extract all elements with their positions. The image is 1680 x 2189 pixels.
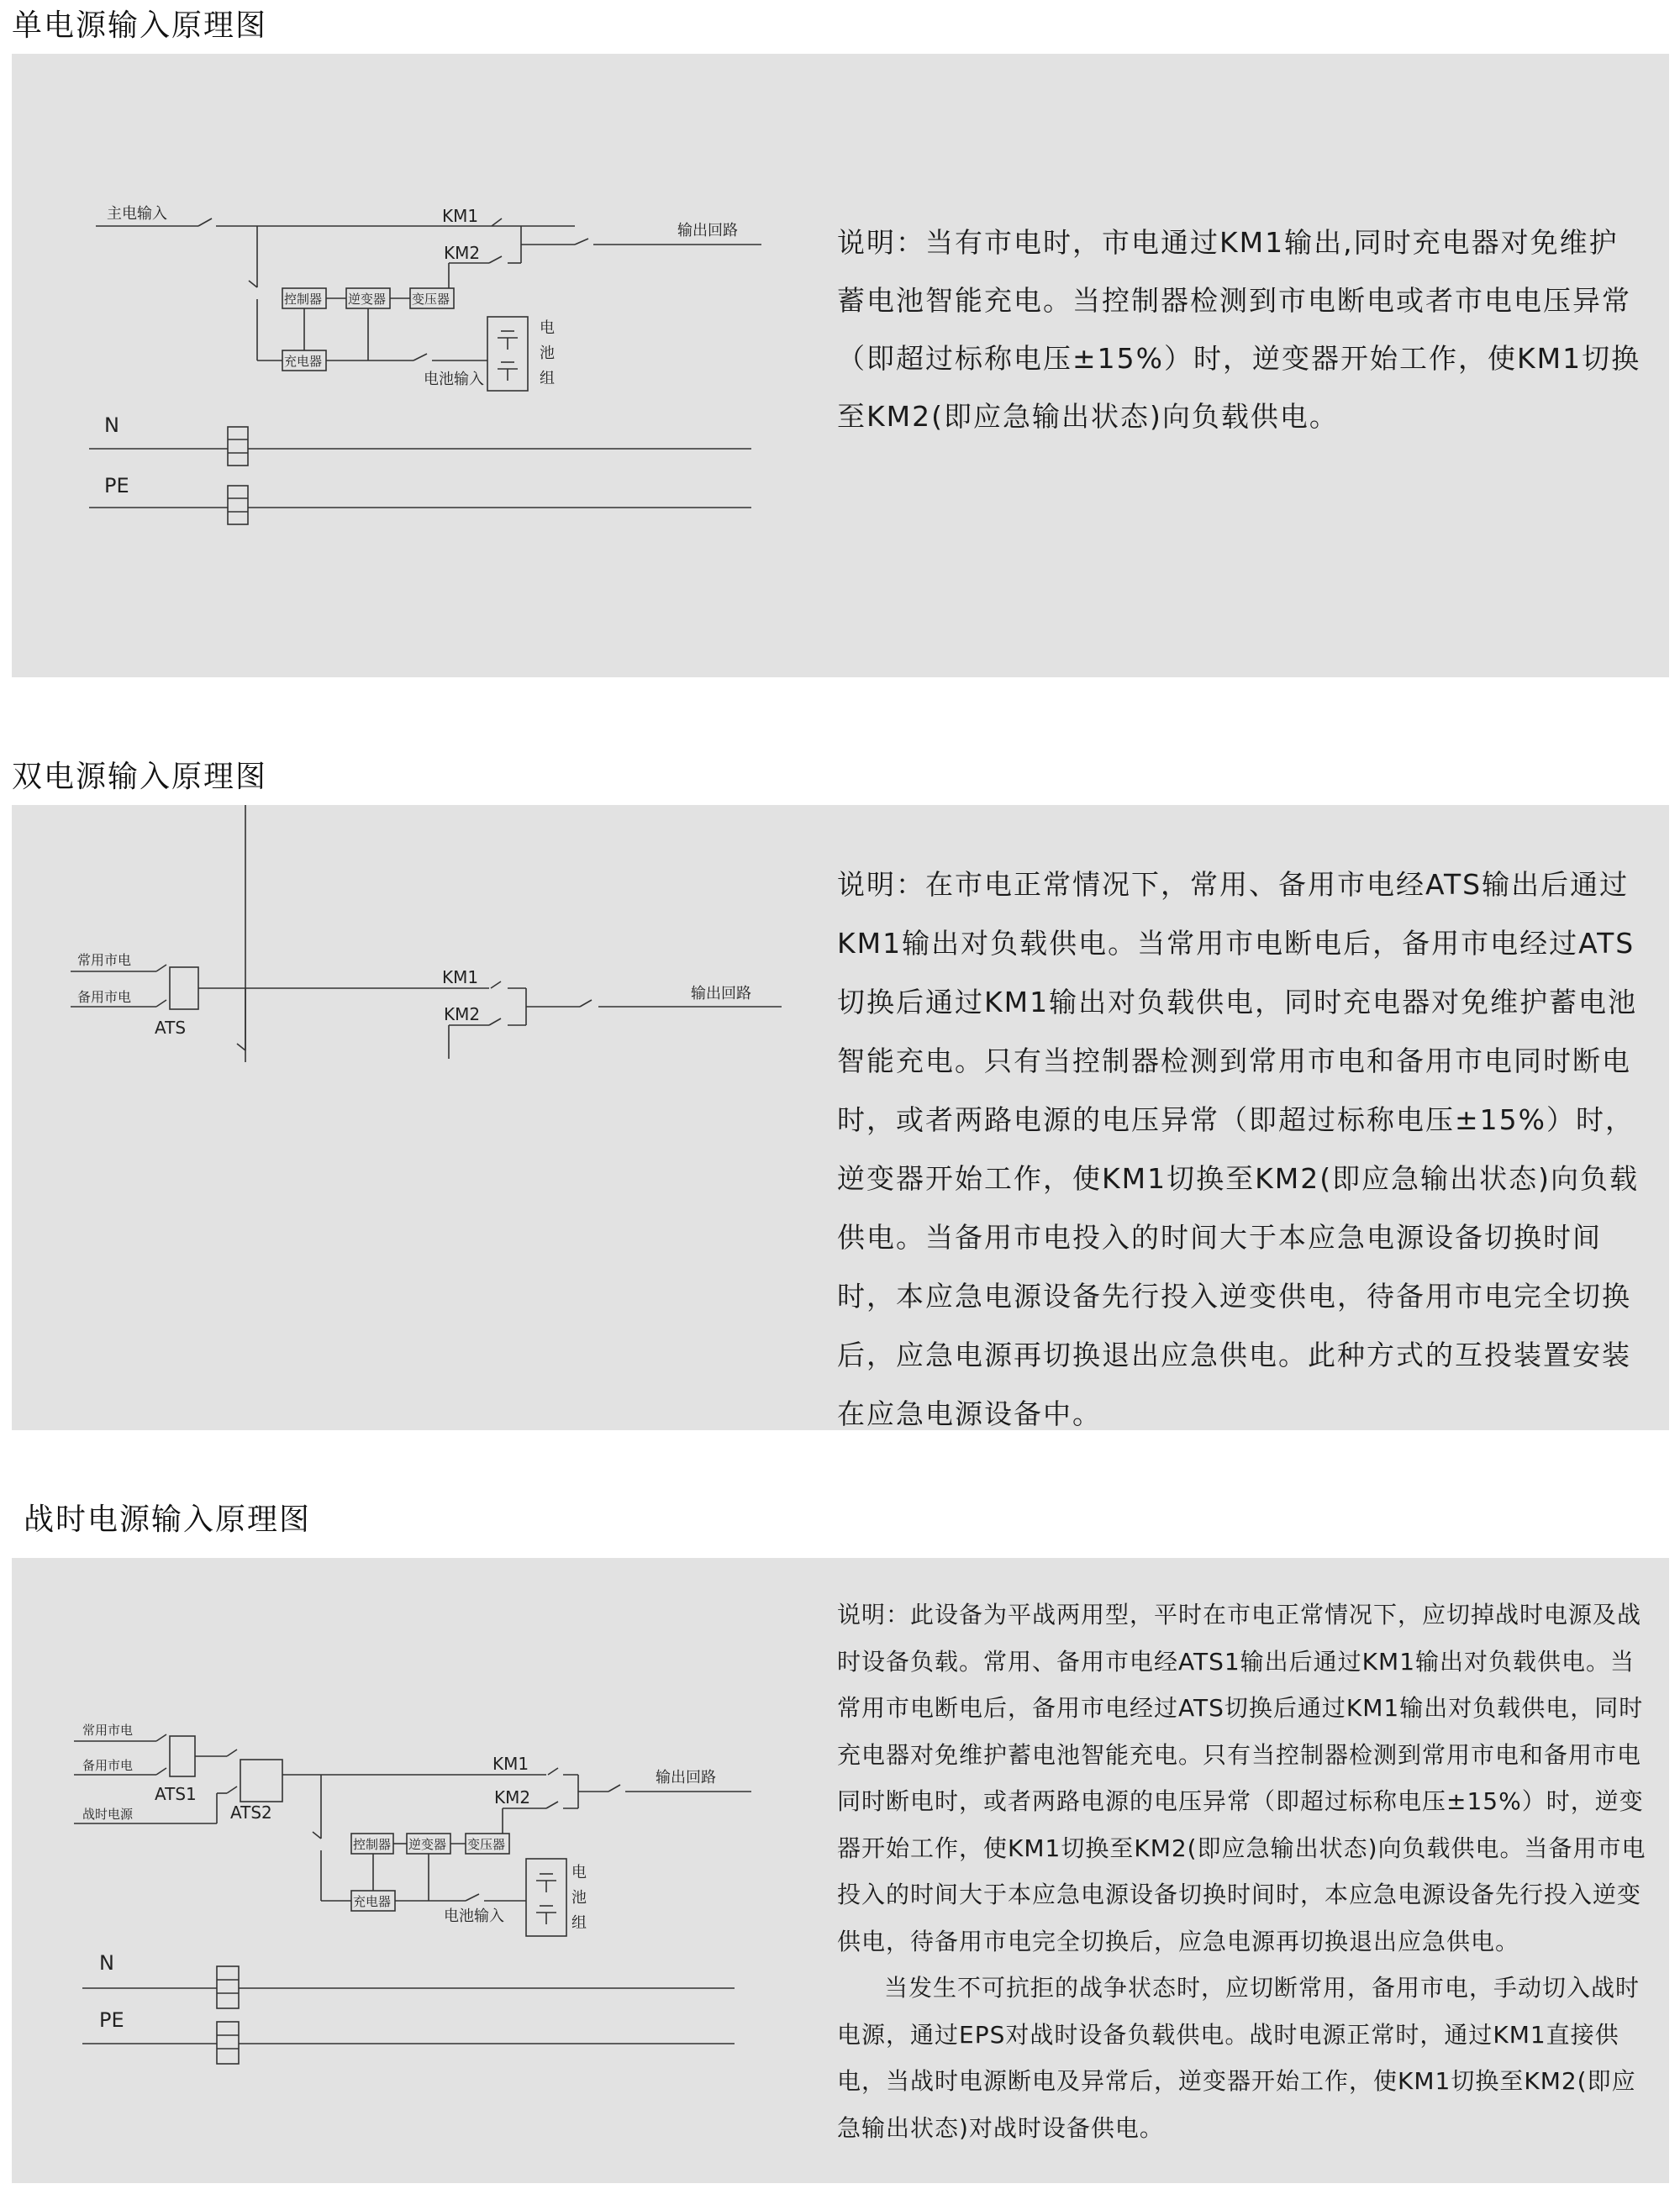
panel-dual-input [12, 805, 1669, 1430]
label-battery-char-2: 池 [540, 345, 555, 362]
label-controller: 控制器 [284, 292, 323, 307]
label-ats: ATS [155, 1018, 187, 1038]
description-dual [837, 855, 1656, 1444]
label-output: 输出回路 [656, 1769, 716, 1786]
label-battery-input: 电池输入 [444, 1907, 504, 1925]
label-battery-char-2: 池 [571, 1889, 587, 1907]
label-battery-char-3: 组 [540, 370, 555, 387]
label-battery-input: 电池输入 [424, 371, 484, 388]
label-km2: KM2 [494, 1787, 531, 1808]
description-paragraph-2: 当发生不可抗拒的战争状态时，应切断常用，备用市电，手动切入战时电源，通过EPS对战时设备负载供电。战时电源正常时，通过KM1直接供电，当战时电源断电及异常后，逆变器开始工作，使KM1切换至KM2(即应急输出状态)对战时设备供电。 [837, 1974, 1641, 2142]
label-n: N [104, 413, 119, 437]
label-ats2: ATS2 [230, 1802, 272, 1823]
label-wartime-power: 战时电源 [82, 1807, 134, 1822]
label-n: N [99, 1951, 114, 1975]
label-km2: KM2 [444, 243, 481, 263]
label-charger: 充电器 [284, 354, 323, 369]
panel-single-input [12, 54, 1669, 677]
label-pe: PE [99, 2008, 124, 2032]
description-paragraph-1: 说明：此设备为平战两用型，平时在市电正常情况下，应切掉战时电源及战时设备负载。常用、备用市电经ATS1输出后通过KM1输出对负载供电。当常用市电断电后，备用市电经过ATS切换后通过KM1输出对负载供电，同时充电器对免维护蓄电池智能充电。只有当控制器检测到常用市电和备用市电同时断电时，或者两路电源的电压异常（即超过标称电压±15%）时，逆变器开始工作，使KM1切换至KM2(即应急输出状态)向负载供电。当备用市电投入的时间大于本应急电源设备切换时间时，本应急电源设备先行投入逆变供电，待备用市电完全切换后，应急电源再切换退出应急供电。 [837, 1601, 1646, 1955]
label-backup-mains: 备用市电 [77, 989, 132, 1005]
label-ats1: ATS1 [155, 1784, 197, 1804]
label-km1: KM1 [442, 206, 479, 226]
label-output: 输出回路 [677, 222, 738, 239]
description-single [837, 213, 1644, 445]
label-km2: KM2 [444, 1004, 481, 1024]
section-title-single: 单电源输入原理图 [12, 8, 268, 43]
label-main-input: 主电输入 [107, 205, 167, 223]
section-title-dual: 双电源输入原理图 [12, 760, 268, 794]
label-common-mains: 常用市电 [77, 952, 132, 968]
section-title-wartime: 战时电源输入原理图 [24, 1502, 312, 1537]
label-transformer: 变压器 [467, 1837, 506, 1852]
label-battery-char-1: 电 [571, 1864, 587, 1881]
description-paragraph: 说明：当有市电时，市电通过KM1输出,同时充电器对免维护蓄电池智能充电。当控制器检测到市电断电或者市电电压异常（即超过标称电压±15%）时，逆变器开始工作，使KM1切换至KM2(即应急输出状态)向负载供电。 [837, 226, 1641, 433]
label-battery-char-3: 组 [571, 1914, 587, 1932]
label-transformer: 变压器 [412, 292, 450, 307]
label-inverter: 逆变器 [408, 1837, 447, 1852]
label-controller: 控制器 [353, 1837, 392, 1852]
panel-wartime-input [12, 1558, 1669, 2183]
label-inverter: 逆变器 [348, 292, 387, 307]
description-paragraph: 说明：在市电正常情况下，常用、备用市电经ATS输出后通过KM1输出对负载供电。当常用市电断电后，备用市电经过ATS切换后通过KM1输出对负载供电，同时充电器对免维护蓄电池智能充电。只有当控制器检测到常用市电和备用市电同时断电时，或者两路电源的电压异常（即超过标称电压±15%）时，逆变器开始工作，使KM1切换至KM2(即应急输出状态)向负载供电。当备用市电投入的时间大于本应急电源设备切换时间时，本应急电源设备先行投入逆变供电，待备用市电完全切换后，应急电源再切换退出应急供电。此种方式的互投装置安装在应急电源设备中。 [837, 868, 1639, 1430]
label-battery-char-1: 电 [540, 319, 555, 337]
label-common-mains: 常用市电 [82, 1723, 134, 1738]
label-charger: 充电器 [353, 1894, 392, 1909]
description-wartime [837, 1592, 1651, 2151]
label-output: 输出回路 [691, 985, 751, 1002]
label-pe: PE [104, 474, 129, 497]
label-backup-mains: 备用市电 [82, 1758, 134, 1773]
label-km1: KM1 [492, 1754, 529, 1774]
label-km1: KM1 [442, 967, 479, 987]
